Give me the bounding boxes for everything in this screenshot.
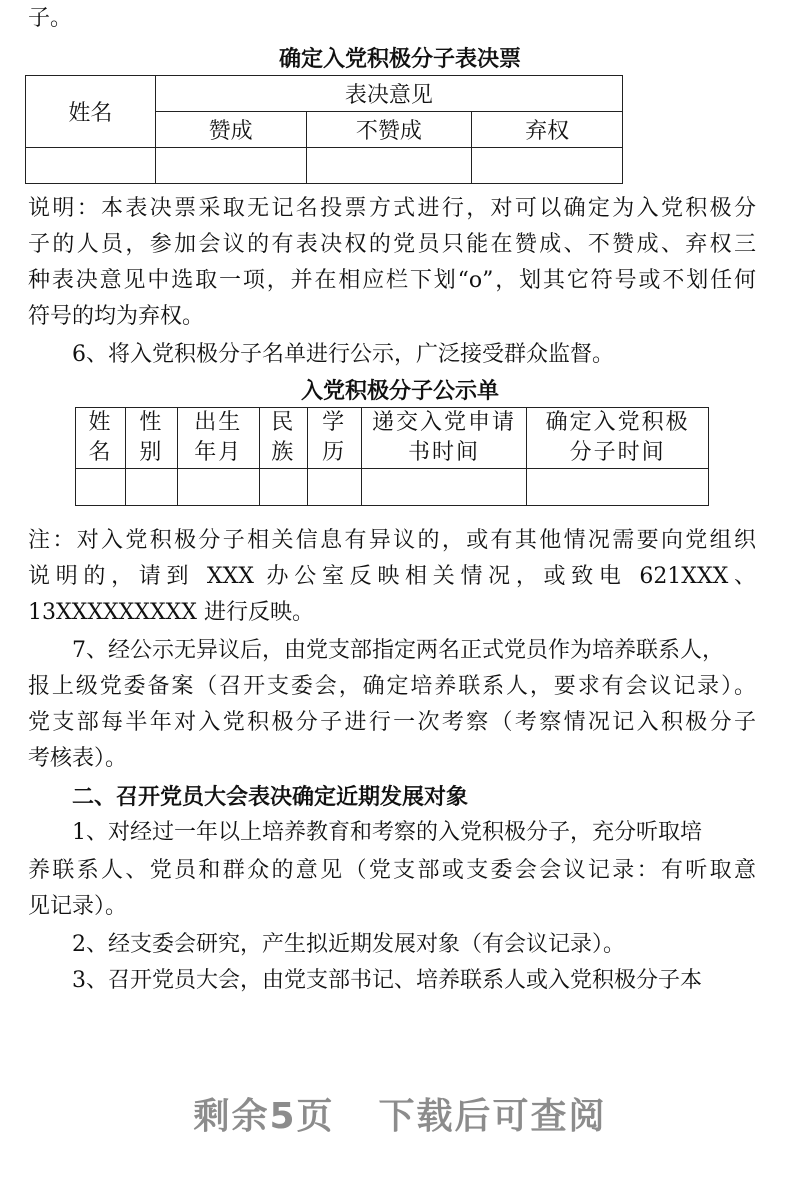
remaining-pages-text: 剩余5页: [193, 1096, 335, 1137]
header-education: 学 历: [307, 408, 361, 469]
sec2-p1-line: 见记录）。: [28, 894, 128, 919]
sec2-p3: 3、召开党员大会，由党支部书记、培养联系人或入党积极分子本: [72, 968, 702, 993]
download-to-view-text: 下载后可查阅: [378, 1096, 607, 1137]
header-ethnicity: 民 族: [259, 408, 307, 469]
note2-line: 说明的，请到 XXX 办公室反映相关情况，或致电 621XXX、: [28, 564, 756, 589]
sec2-p1-line: 养联系人、党员和群众的意见（党支部或支委会会议记录：有听取意: [28, 858, 756, 883]
blank-cell: [155, 148, 306, 184]
table2-title: 入党积极分子公示单: [300, 378, 499, 404]
download-prompt[interactable]: [0, 1088, 800, 1139]
blank-cell: [361, 469, 527, 506]
blank-cell: [76, 469, 126, 506]
sec2-p1-line: 1、对经过一年以上培养教育和考察的入党积极分子，充分听取培: [72, 820, 702, 845]
blank-cell: [307, 469, 361, 506]
note2-line: 13XXXXXXXXX 进行反映。: [28, 600, 314, 625]
vote-opinion-header: 表决意见: [155, 76, 622, 112]
blank-cell: [472, 148, 623, 184]
blank-cell: [26, 148, 156, 184]
blank-cell: [125, 469, 177, 506]
option-abstain: 弃权: [472, 112, 623, 148]
sec2-p2: 2、经支委会研究，产生拟近期发展对象（有会议记录）。: [72, 932, 625, 957]
option-disapprove: 不赞成: [306, 112, 472, 148]
blank-cell: [306, 148, 472, 184]
blank-cell: [177, 469, 259, 506]
step-6: 6、将入党积极分子名单进行公示，广泛接受群众监督。: [72, 342, 614, 367]
blank-cell: [527, 469, 709, 506]
note1-line: 子的人员，参加会议的有表决权的党员只能在赞成、不赞成、弃权三: [28, 232, 756, 257]
section-2-heading: 二、召开党员大会表决确定近期发展对象: [72, 784, 469, 810]
note1-line: 说明：本表决票采取无记名投票方式进行，对可以确定为入党积极分: [28, 196, 756, 221]
step-7-line: 考核表）。: [28, 746, 128, 771]
step-7-line: 报上级党委备案（召开支委会，确定培养联系人，要求有会议记录）。: [28, 674, 756, 699]
publicity-table: [75, 407, 709, 506]
option-approve: 赞成: [155, 112, 306, 148]
blank-cell: [259, 469, 307, 506]
text-line: 子。: [28, 6, 73, 31]
header-confirm-time: 确定入党积极 分子时间: [527, 408, 709, 469]
name-header: 姓名: [26, 76, 156, 148]
vote-table: [25, 75, 623, 184]
header-application-time: 递交入党申请 书时间: [361, 408, 527, 469]
note1-line: 种表决意见中选取一项，并在相应栏下划“o”，划其它符号或不划任何: [28, 268, 756, 293]
step-7-line: 7、经公示无异议后，由党支部指定两名正式党员作为培养联系人，: [72, 638, 724, 663]
header-birth: 出生 年月: [177, 408, 259, 469]
note1-line: 符号的均为弃权。: [28, 304, 205, 329]
header-name: 姓 名: [76, 408, 126, 469]
step-7-line: 党支部每半年对入党积极分子进行一次考察（考察情况记入积极分子: [28, 710, 756, 735]
note2-line: 注：对入党积极分子相关信息有异议的，或有其他情况需要向党组织: [28, 528, 756, 553]
header-gender: 性 别: [125, 408, 177, 469]
table1-title: 确定入党积极分子表决票: [278, 46, 521, 72]
